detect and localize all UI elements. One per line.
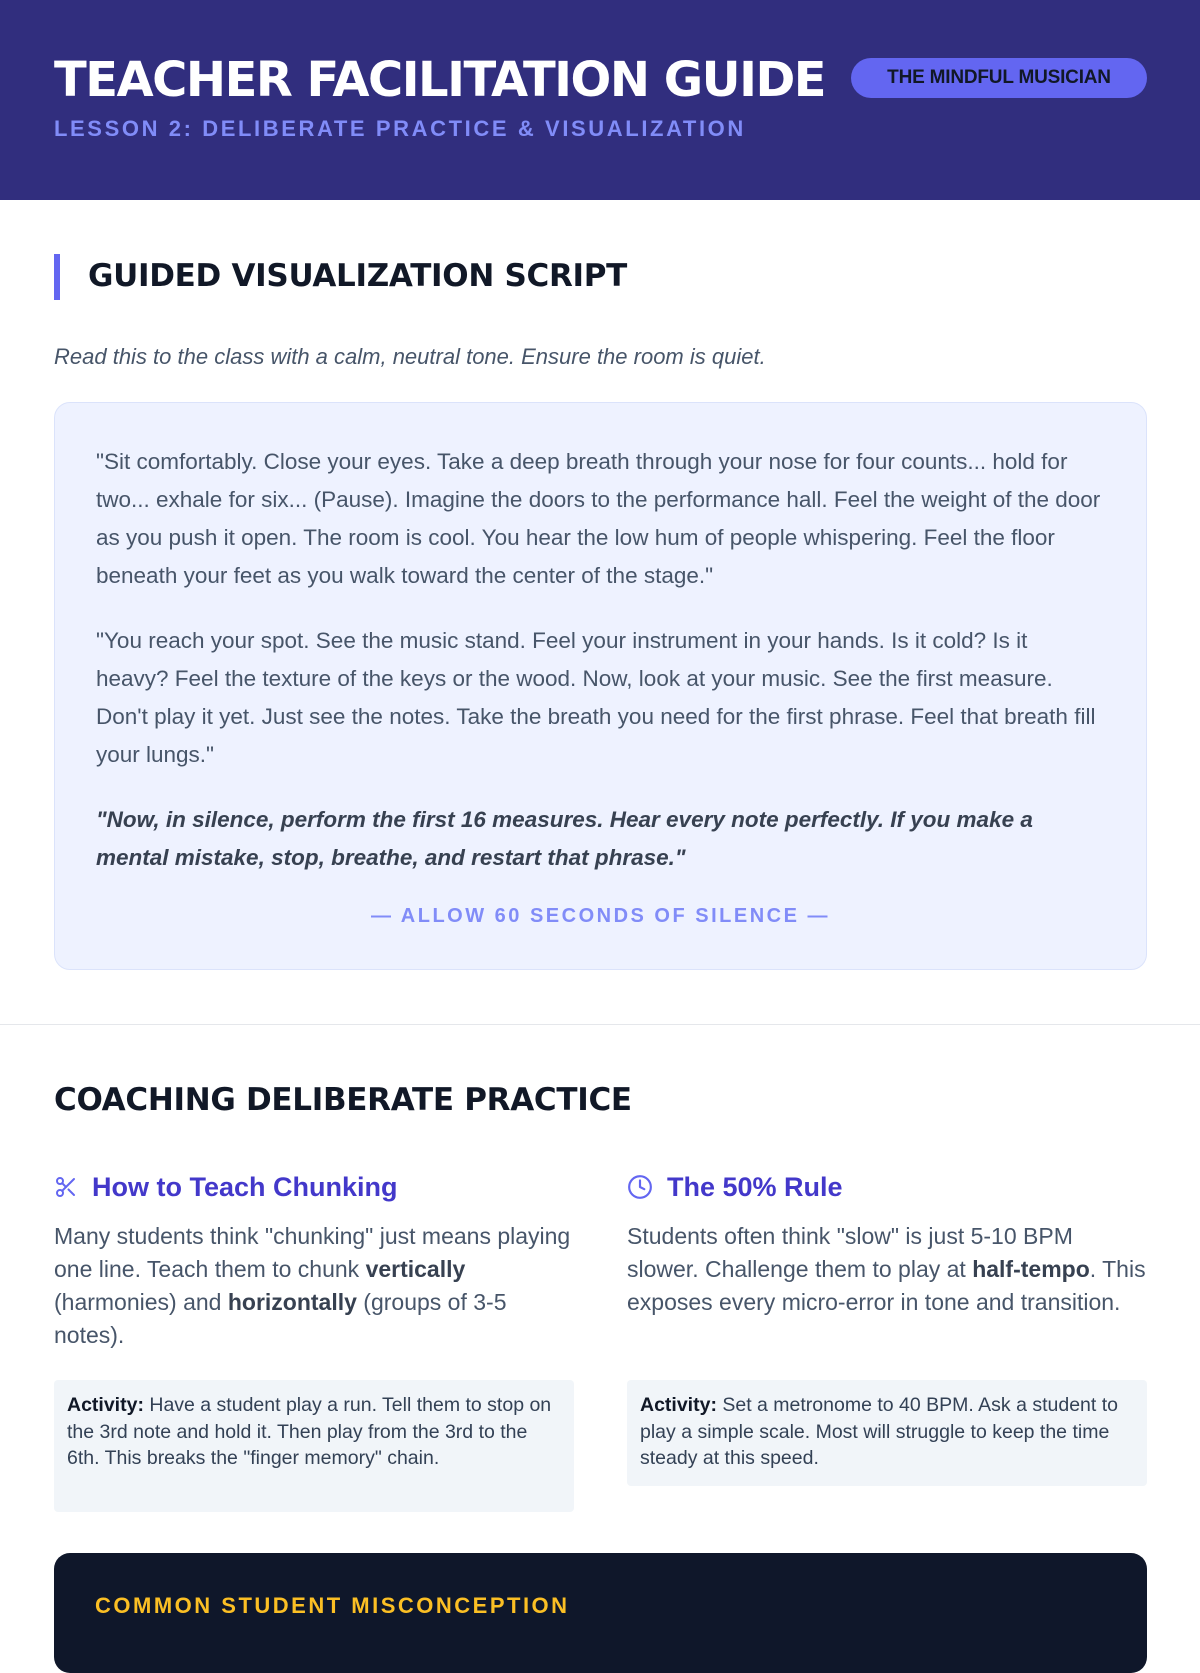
brand-badge: THE MINDFUL MUSICIAN xyxy=(851,58,1147,98)
chunking-heading-text: How to Teach Chunking xyxy=(92,1171,398,1202)
page-header xyxy=(0,0,1200,200)
misconception-box xyxy=(54,1553,1147,1673)
section-accent-bar xyxy=(54,254,60,300)
chunking-column xyxy=(54,1168,574,1352)
fifty-rule-activity-box xyxy=(627,1380,1147,1486)
section-divider xyxy=(0,1024,1200,1025)
script-paragraph: "Sit comfortably. Close your eyes. Take a deep breath through your nose for four counts... hold for two... exhale for six... (Pause). Imagine the doors to the performance hall. Feel the weight of the door as you push it open. The room is cool. You hear the low hum of people whispering. Feel the floor beneath your feet as you walk toward the center of the stage." xyxy=(96,449,1101,588)
visualization-script-box xyxy=(54,402,1147,970)
activity-text: Have a student play a run. Tell them to stop on the 3rd note and hold it. Then play from the 3rd to the 6th. This breaks the "finger memory" chain. xyxy=(67,1394,552,1469)
chunking-activity-box xyxy=(54,1380,574,1512)
visualization-section-title: GUIDED VISUALIZATION SCRIPT xyxy=(88,258,628,294)
script-paragraph: "You reach your spot. See the music stand. Feel your instrument in your hands. Is it cold? Is it heavy? Feel the texture of the keys or the wood. Now, look at your music. See the first measure. Don't play it yet. Just see the notes. Take the breath you need for the first phrase. Feel that breath fill your lungs." xyxy=(96,628,1096,767)
coaching-section-title: COACHING DELIBERATE PRACTICE xyxy=(54,1082,632,1118)
fifty-rule-heading-text: The 50% Rule xyxy=(667,1171,843,1202)
fifty-rule-column xyxy=(627,1168,1147,1319)
page-title: TEACHER FACILITATION GUIDE xyxy=(54,52,826,108)
chunking-heading xyxy=(54,1168,574,1206)
reading-instruction: Read this to the class with a calm, neutral tone. Ensure the room is quiet. xyxy=(54,344,766,369)
misconception-title: COMMON STUDENT MISCONCEPTION xyxy=(95,1593,570,1618)
fifty-rule-heading xyxy=(627,1168,1147,1206)
fifty-rule-body: Students often think "slow" is just 5-10 BPM slower. Challenge them to play at half-tempo. This exposes every micro-error in tone and transition. xyxy=(627,1223,1146,1315)
script-emphasis-paragraph: "Now, in silence, perform the first 16 measures. Hear every note perfectly. If you make a mental mistake, stop, breathe, and restart that phrase." xyxy=(96,807,1033,870)
activity-label: Activity: xyxy=(67,1394,144,1416)
activity-label: Activity: xyxy=(640,1394,717,1416)
chunking-body: Many students think "chunking" just means playing one line. Teach them to chunk vertically (harmonies) and horizontally (groups of 3-5 notes). xyxy=(54,1223,571,1348)
activity-text: Set a metronome to 40 BPM. Ask a student to play a simple scale. Most will struggle to keep the time steady at this speed. xyxy=(640,1394,1118,1469)
scissors-icon xyxy=(54,1175,78,1199)
silence-cue: — ALLOW 60 SECONDS OF SILENCE — xyxy=(370,905,830,927)
clock-icon xyxy=(627,1174,653,1200)
lesson-subtitle: LESSON 2: DELIBERATE PRACTICE & VISUALIZATION xyxy=(54,116,746,141)
